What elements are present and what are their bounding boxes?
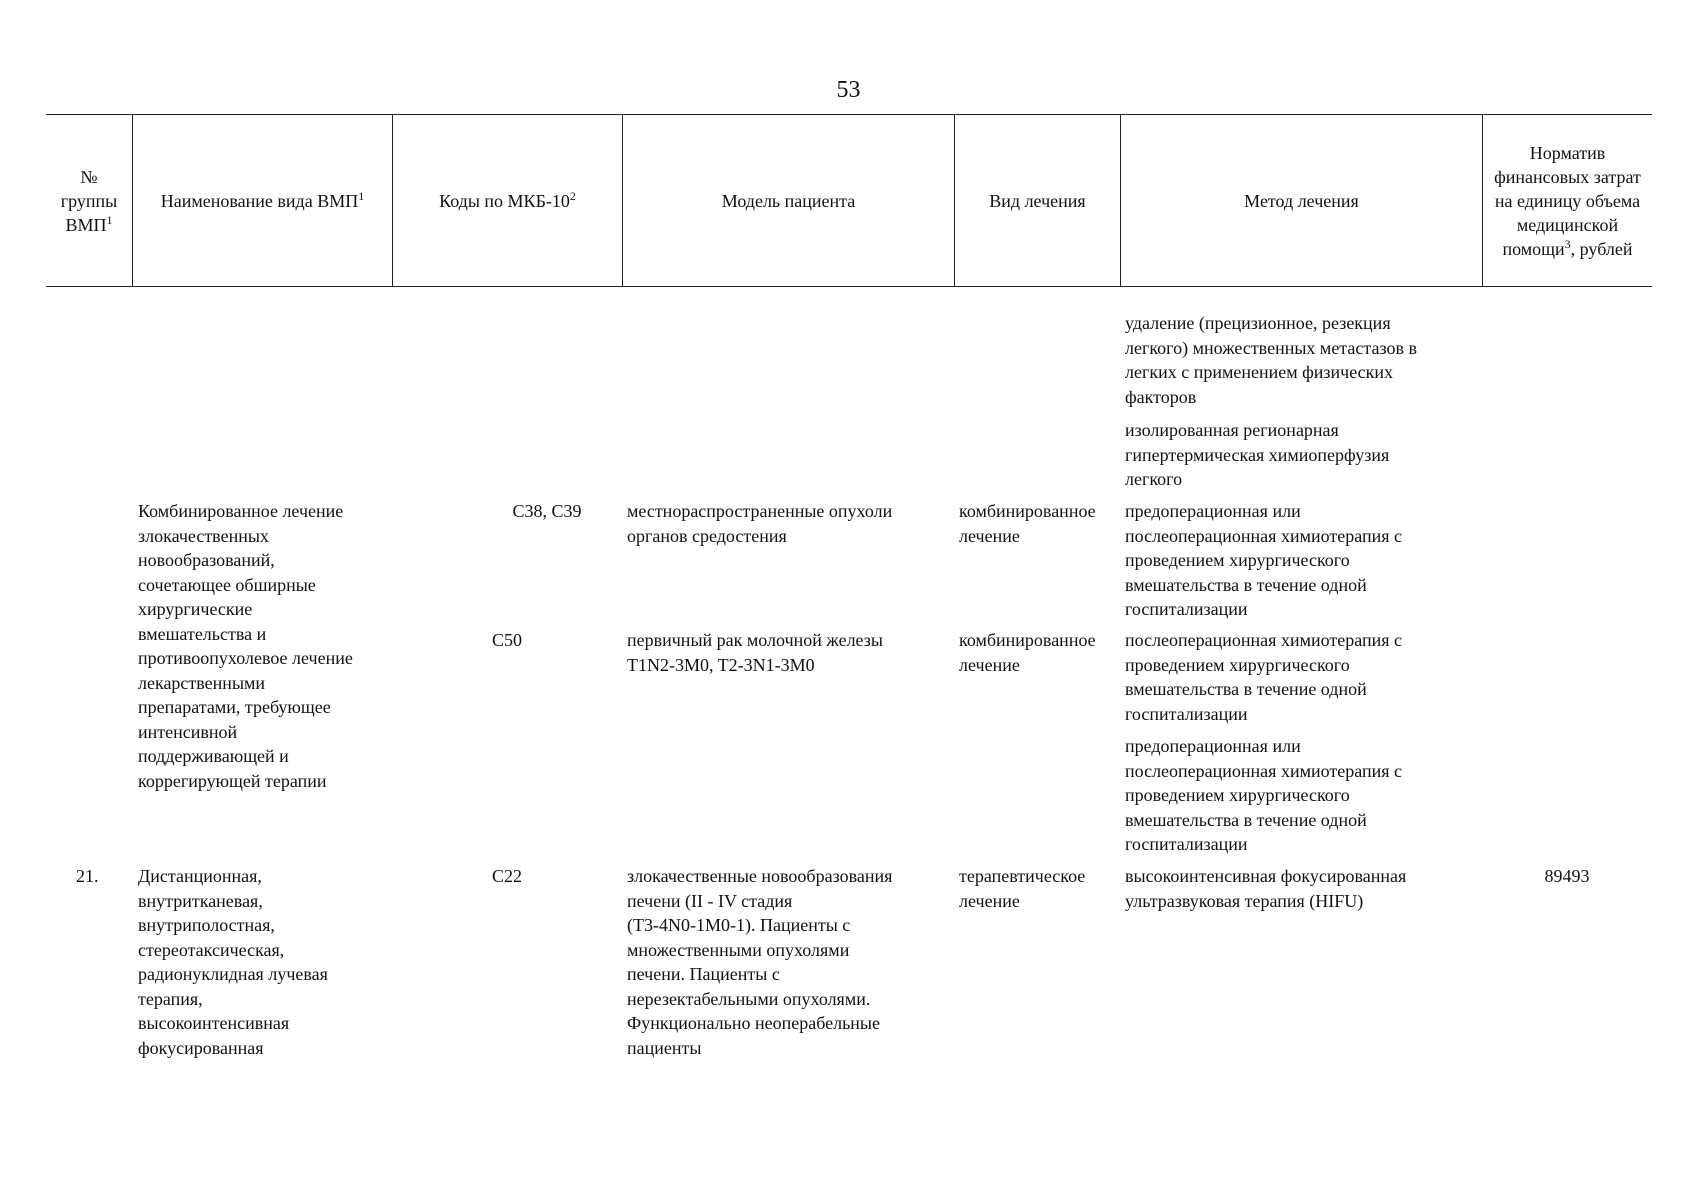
method-cell: предоперационная или послеоперационная химиотерапия с проведением хирургического вмешательства в течение одной госпитализации [1125, 501, 1403, 619]
method-cell: предоперационная или послеоперационная химиотерапия с проведением хирургического вмешательства в течение одной госпитализации [1125, 736, 1403, 854]
patient-model-cell: злокачественные новообразования печени (II - IV стадия (T3-4N0-1M0-1). Пациенты с множественными опухолями печени. Пациенты с нерезектабельными опухолями. Функционально неоперабельные пациенты [627, 866, 893, 1058]
footnote-3: 3 [1564, 236, 1571, 251]
header-patient-model [622, 115, 954, 286]
header-vmp-name-label: Наименование вида ВМП [160, 190, 359, 211]
patient-model-cell: местнораспространенные опухоли органов средостения [627, 501, 893, 546]
treatment-type-cell: комбинированное лечение [959, 501, 1096, 546]
method-cell: удаление (прецизионное, резекция легкого) множественных метастазов в легких с применением физических факторов [1125, 313, 1417, 407]
footnote-1: 1 [106, 212, 113, 227]
footnote-1: 1 [358, 188, 365, 203]
method-cell: послеоперационная химиотерапия с проведением хирургического вмешательства в течение одной госпитализации [1125, 630, 1403, 724]
header-treatment-method [1120, 115, 1482, 286]
cost-cell: 89493 [1544, 866, 1590, 886]
header-patient-model-label: Модель пациента [721, 190, 856, 211]
treatment-type-cell: терапевтическое лечение [959, 866, 1086, 911]
page-number: 53 [836, 77, 861, 103]
icd-codes-cell: C50 [491, 630, 522, 650]
group-number-cell: 21. [76, 866, 99, 886]
header-treatment-type [954, 115, 1120, 286]
header-icd-codes-label: Коды по МКБ-10 [439, 190, 570, 211]
treatment-type-cell: комбинированное лечение [959, 630, 1096, 675]
header-icd-codes [392, 115, 622, 286]
header-treatment-method-label: Метод лечения [1244, 190, 1359, 211]
header-cost-standard [1482, 115, 1652, 286]
method-cell: изолированная регионарная гипертермическая химиоперфузия легкого [1125, 420, 1390, 489]
table-header [46, 114, 1652, 287]
vmp-name-cell: Комбинированное лечение злокачественных новообразований, сочетающее обширные хирургические вмешательства и противоопухолевое лечение лекарственными препаратами, требующее интенсивной поддерживающей и коррегирующей терапии [138, 501, 353, 791]
header-group-number [46, 115, 132, 286]
patient-model-cell: первичный рак молочной железы T1N2-3M0, T2-3N1-3M0 [627, 630, 883, 675]
footnote-2: 2 [569, 188, 576, 203]
icd-codes-cell: C22 [491, 866, 522, 886]
icd-codes-cell: C38, C39 [512, 501, 582, 521]
header-vmp-name [132, 115, 392, 286]
header-cost-standard-label: Норматив финансовых затрат на единицу объема медицинской помощи [1494, 142, 1641, 259]
header-group-number-label: № группы ВМП [60, 166, 118, 235]
header-cost-standard-unit: , рублей [1570, 238, 1633, 259]
method-cell: высокоинтенсивная фокусированная ультразвуковая терапия (HIFU) [1125, 866, 1407, 911]
header-treatment-type-label: Вид лечения [989, 190, 1086, 211]
vmp-name-cell: Дистанционная, внутритканевая, внутриполостная, стереотаксическая, радионуклидная лучевая терапия, высокоинтенсивная фокусированная [138, 866, 328, 1058]
